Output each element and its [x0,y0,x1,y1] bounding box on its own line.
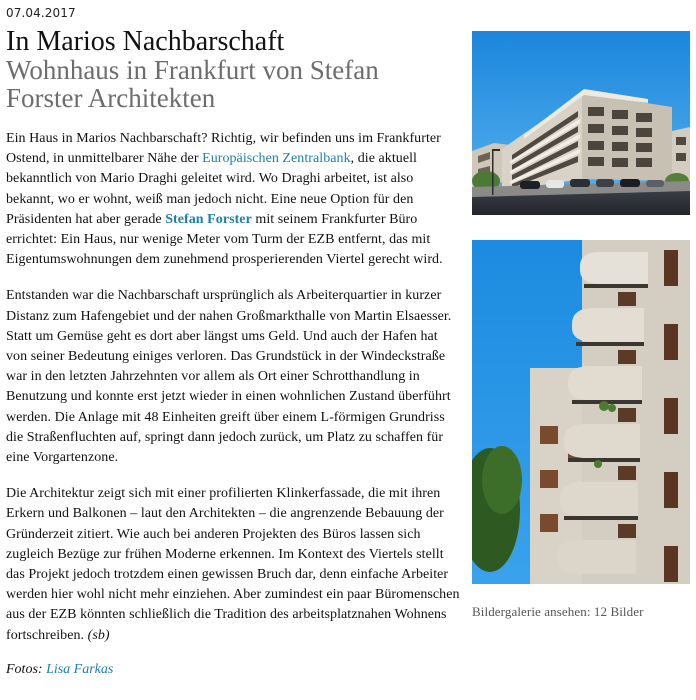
link-lisa-farkas[interactable]: Lisa Farkas [46,661,114,677]
paragraph-2: Entstanden war die Nachbarschaft ursprünglich als Arbeiterquartier in kurzer Distanz zum Hafengebiet und der nahen Großmarkthalle von Martin Elsaesser. Statt um Gemüse geht es dort aber längst ums Geld. Und auch der Hafen hat von seiner Bedeutung einiges verloren. Das Grundstück in der Windeckstraße war in den letzten Jahrzehnten vor allem als Ort einer Schrotthandlung in Benutzung und konnte erst jetzt wieder in einen wohnlichen Zustand überführt werden. Die Anlage mit 48 Einheiten greift über einem L-förmigen Grundriss die Straßenfluchten auf, springt dann jedoch zurück, um Platz zu schaffen für eine Vorgartenzone. [6,288,452,466]
paragraph-1 [6,129,460,270]
photo-credit-label: Fotos: [6,661,47,677]
link-europaeische-zentralbank[interactable]: Europäischen Zentralbank [202,151,351,167]
gallery-link[interactable]: Bildergalerie ansehen: 12 Bilder [472,604,644,619]
paragraph-1-text-c: mit seinem Frankfurter Büro errichtet: Ein Haus, nur wenige Meter vom Turm der EZB entfernt, das mit Eigentumswohnungen dem zunehmend prosperierenden Viertel gerecht wird. [6,211,443,268]
sidebar [472,31,690,620]
paragraph-3-text: Die Architektur zeigt sich mit einer profilierten Klinkerfassade, die mit ihren Erkern und Balkonen – laut den Architekten – die angrenzende Bebauung der Gründerzeit zitiert. Wie auch bei anderen Projekten des Büros lassen sich zugleich Bezüge zur frühen Moderne erkennen. Im Kontext des Viertels stellt das Projekt jedoch trotzdem einen gewissen Bruch dar, denn einfache Arbeiter werden hier wohl nicht mehr einziehen. Aber zumindest ein paar Büromenschen aus der EZB könnten schließlich die Tradition des arbeitsplatznahen Wohnens fortschreiben. [6,486,460,643]
article-title: In Marios Nachbarschaft [6,26,285,57]
article-subtitle: Wohnhaus in Frankfurt von Stefan Forster Architekten [6,55,379,113]
article [6,6,460,678]
paragraph-3 [6,484,460,646]
author-initials: (sb) [87,627,110,643]
photo-credit [6,662,460,678]
building-photo-exterior[interactable] [472,31,690,215]
article-date: 07.04.2017 [6,6,76,20]
link-stefan-forster[interactable]: Stefan Forster [165,211,252,227]
building-photo-balconies[interactable] [472,240,690,584]
paragraph-1-text-a: Ein Haus in Marios Nachbarschaft? Richtig, wir befinden uns im Frankfurter Ostend, in unmittelbarer Nähe der [6,131,441,167]
paragraph-1-text-b: , die aktuell bekanntlich von Mario Draghi geleitet wird. Wo Draghi arbeitet, ist also bekannt, wo er wohnt, weiß man jedoch nicht. Eine neue Option für den Präsidenten hat aber gerade [6,151,417,227]
